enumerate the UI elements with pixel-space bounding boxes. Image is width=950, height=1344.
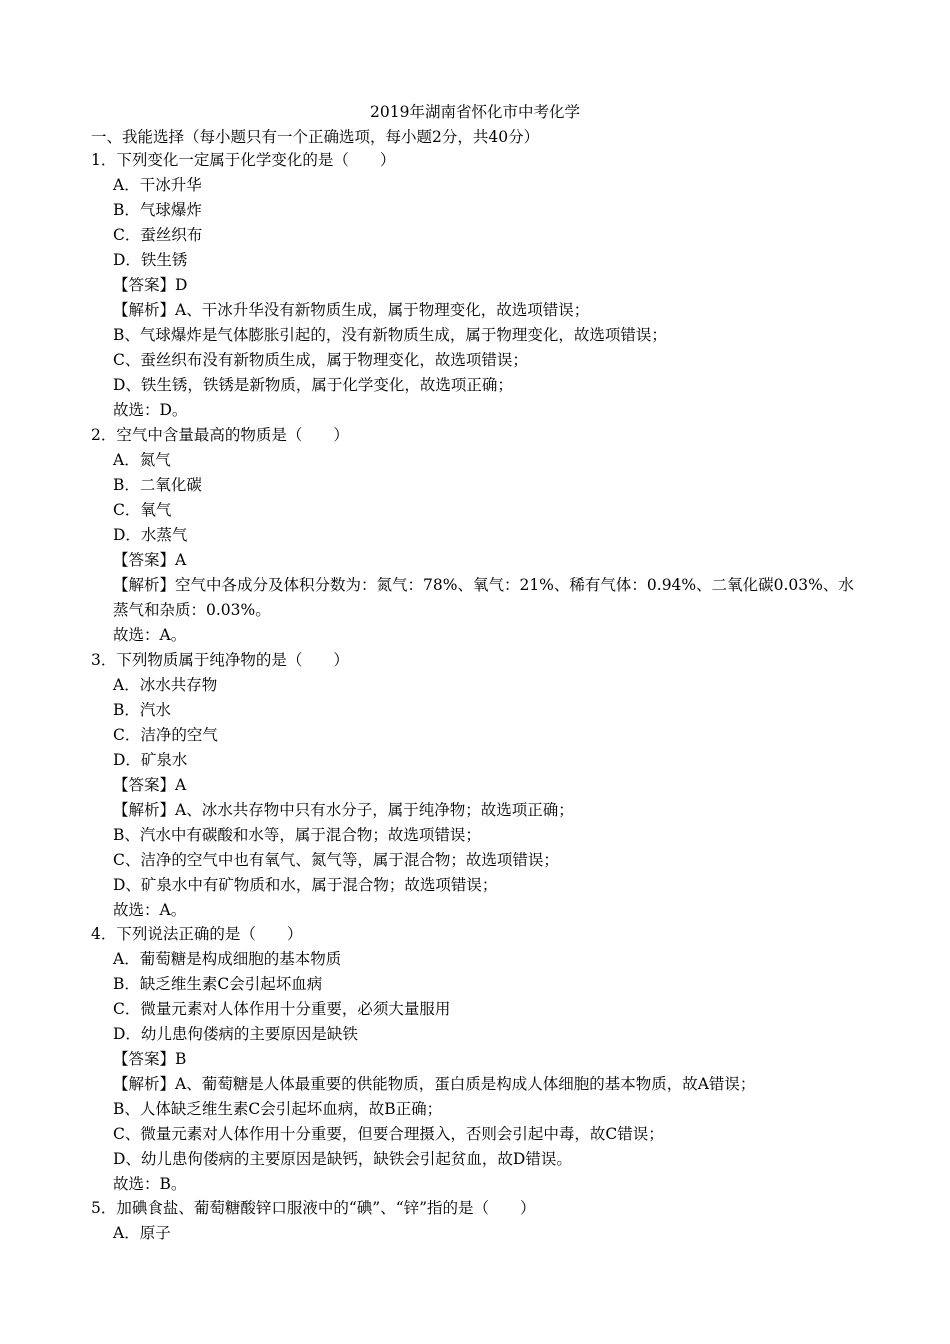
option: C．氧气: [113, 501, 172, 519]
analysis-line: 【解析】A、葡萄糖是人体最重要的供能物质，蛋白质是构成人体细胞的基本物质，故A错误；: [113, 1075, 756, 1093]
option: D．铁生锈: [113, 251, 188, 269]
option: C．洁净的空气: [113, 726, 218, 744]
section-heading: 一、我能选择（每小题只有一个正确选项，每小题2分，共40分）: [91, 128, 540, 146]
option: A．原子: [113, 1224, 171, 1242]
option: A．冰水共存物: [113, 676, 218, 694]
option: B．气球爆炸: [113, 201, 202, 219]
analysis-line: C、蚕丝织布没有新物质生成，属于物理变化，故选项错误；: [113, 351, 528, 369]
analysis-line: B、汽水中有碳酸和水等，属于混合物；故选项错误；: [113, 826, 481, 844]
analysis-line: 【解析】A、冰水共存物中只有水分子，属于纯净物；故选项正确；: [113, 801, 574, 819]
option: B．缺乏维生素C会引起坏血病: [113, 975, 323, 993]
option: D．幼儿患佝偻病的主要原因是缺铁: [113, 1025, 358, 1043]
option: D．矿泉水: [113, 751, 188, 769]
answer: 【答案】A: [113, 551, 187, 569]
analysis-line: 故选：D。: [113, 401, 188, 419]
option: B．汽水: [113, 701, 171, 719]
analysis-line: 故选：B。: [113, 1175, 187, 1193]
analysis-line: D、矿泉水中有矿物质和水，属于混合物；故选项错误；: [113, 876, 498, 894]
option: A．氮气: [113, 451, 171, 469]
analysis-line: 【解析】A、干冰升华没有新物质生成，属于物理变化，故选项错误；: [113, 301, 590, 319]
analysis-line: C、微量元素对人体作用十分重要，但要合理摄入，否则会引起中毒，故C错误；: [113, 1125, 664, 1143]
analysis-line: D、铁生锈，铁锈是新物质，属于化学变化，故选项正确；: [113, 376, 513, 394]
question-stem: 4．下列说法正确的是（ ）: [91, 925, 303, 943]
analysis-line: D、幼儿患佝偻病的主要原因是缺钙，缺铁会引起贫血，故D错误。: [113, 1150, 572, 1168]
option: C．蚕丝织布: [113, 226, 203, 244]
option: A．干冰升华: [113, 176, 202, 194]
analysis-line: 【解析】空气中各成分及体积分数为：氮气：78%、氧气：21%、稀有气体：0.94%、二氧化碳0.03%、水蒸气和杂质：0.03%。: [113, 576, 854, 619]
question-stem: 2．空气中含量最高的物质是（ ）: [91, 426, 349, 444]
answer: 【答案】A: [113, 776, 187, 794]
option: A．葡萄糖是构成细胞的基本物质: [113, 950, 342, 968]
option: D．水蒸气: [113, 526, 188, 544]
analysis-line: C、洁净的空气中也有氧气、氮气等，属于混合物；故选项错误；: [113, 851, 559, 869]
answer: 【答案】B: [113, 1050, 187, 1068]
analysis-line: 故选：A。: [113, 626, 187, 644]
analysis-line: 故选：A。: [113, 901, 187, 919]
option: C．微量元素对人体作用十分重要，必须大量服用: [113, 1000, 451, 1018]
question-stem: 1．下列变化一定属于化学变化的是（ ）: [91, 151, 396, 169]
analysis-line: B、人体缺乏维生素C会引起坏血病，故B正确；: [113, 1100, 443, 1118]
question-stem: 5．加碘食盐、葡萄糖酸锌口服液中的“碘”、“锌”指的是（ ）: [91, 1199, 536, 1217]
option: B．二氧化碳: [113, 476, 202, 494]
answer: 【答案】D: [113, 276, 188, 294]
question-stem: 3．下列物质属于纯净物的是（ ）: [91, 651, 349, 669]
page-title: 2019年湖南省怀化市中考化学: [370, 103, 580, 121]
analysis-line: B、气球爆炸是气体膨胀引起的，没有新物质生成，属于物理变化，故选项错误；: [113, 326, 667, 344]
